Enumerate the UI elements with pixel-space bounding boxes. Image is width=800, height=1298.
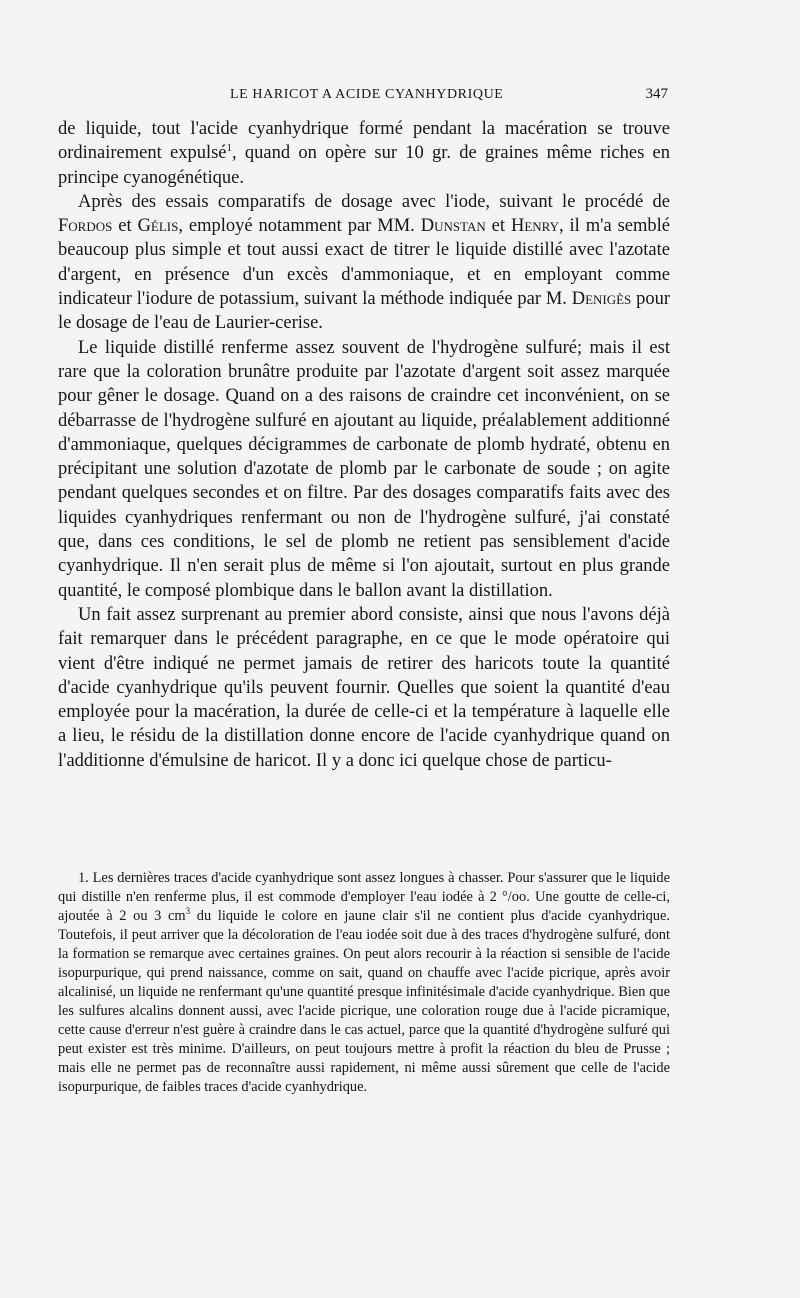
author-name-dunstan: Dunstan [420,216,486,237]
paragraph-1-text: de liquide, tout l'acide cyanhydrique formé pendant la macération se trouve ordinairement expulsé [58,119,670,164]
author-name-deniges: Denigès [571,289,632,310]
paragraph-2-part-e: , il m'a semblé beaucoup plus simple et tout aussi exact de titrer le liquide distillé avec l'azotate d'argent, en présence d'un excès d'ammoniaque, et en employant comme indicateur l'iodure de potassium, suivant la méthode indiquée par M. [58,216,670,310]
paragraph-4: Un fait assez surprenant au premier abord consiste, ainsi que nous l'avons déjà fait remarquer dans le précédent paragraphe, en ce que le mode opératoire qui vient d'être indiqué ne permet jamais de retirer des haricots toute la quantité d'acide cyanhydrique qu'ils peuvent fournir. Quelles que soient la quantité d'eau employée pour la macération, la durée de celle-ci et la température à laquelle elle a lieu, le résidu de la distillation donne encore de l'acide cyanhydrique quand on l'additionne d'émulsine de haricot. Il y a donc ici quelque chose de particu- [58,604,670,771]
per-mille-unit: °/oo [502,889,527,905]
author-name-fordos: Fordos [58,216,113,237]
footnote-part-c: du liquide le colore en jaune clair s'il ne contient plus d'acide cyanhydrique. Toutefois, il peut arriver que la décoloration de l'eau iodée soit due à des traces d'hydrogène sulfuré, dont la formation se remarque avec certaines graines. On peut alors recourir à la réaction si sensible de l'acide isopurpurique, qui prend naissance, comme on sait, quand on chauffe avec l'acide picrique, après avoir alcalinisé, un liquide ne renfermant qu'une quantité presque infinitésimale d'acide cyanhydrique. Bien que les sulfures alcalins donnent aussi, avec l'acide picrique, une coloration rouge due à l'acide picramique, cette cause d'erreur n'est guère à craindre dans le cas actuel, parce que la quantité d'hydrogène sulfuré qui peut exister est très minime. D'ailleurs, on peut toujours mettre à profit la réaction du bleu de Prusse ; mais elle ne permet pas de reconnaître aussi rapidement, ni même aussi sûrement que celle de l'acide isopurpurique, de faibles traces d'acide cyanhydrique. [58,908,670,1095]
footnote-part-b: . Une goutte de celle-ci, ajoutée à 2 ou 3 cm [58,889,671,924]
paragraph-3: Le liquide distillé renferme assez souvent de l'hydrogène sulfuré; mais il est rare que la coloration brunâtre produite par l'azotate d'argent soit assez marquée pour gêner le dosage. Quand on a des raisons de craindre cet inconvénient, on se débarrasse de l'hydrogène sulfuré en ajoutant au liquide, préalablement additionné d'ammoniaque, quelques décigrammes de carbonate de plomb hydraté, obtenu en précipitant une solution d'azotate de plomb par le carbonate de soude ; on agite pendant quelques secondes et on filtre. Par des dosages comparatifs faits avec des liquides cyanhydriques renfermant ou non de l'hydrogène sulfuré, j'ai constaté que, dans ces conditions, le sel de plomb ne retient pas sensiblement d'acide cyanhydrique. Il n'en serait plus de même si l'on ajoutait, surtout en plus grande quantité, le composé plombique dans le ballon avant la distillation. [58,337,670,601]
paragraph-2 [58,190,670,336]
paragraph-2-part-d: et [485,216,511,237]
page-number: 347 [645,86,668,102]
paragraph-2-part-c: , employé notamment par MM. [178,216,421,237]
footnote-part-a: Les dernières traces d'acide cyanhydrique sont assez longues à chasser. Pour s'assurer que le liquide qui distille n'en renferme plus, il est commode d'employer l'eau iodée à 2 [58,870,670,905]
cubic-exponent: 3 [185,906,191,917]
footnote [58,869,670,1097]
author-name-henry: Henry [510,216,559,237]
paragraph-1-text-after: , quand on opère sur 10 gr. de graines même riches en principe cyanogénétique. [58,143,671,188]
paragraph-1 [58,117,670,190]
footnote-number: 1. [78,870,89,886]
author-name-gelis: Gélis [137,216,179,237]
paragraph-2-part-a: Après des essais comparatifs de dosage avec l'iode, suivant le procédé de [78,191,670,212]
footnote-reference: 1 [226,142,233,155]
paragraph-2-part-f: pour le dosage de l'eau de Laurier-cerise. [58,289,670,334]
main-text [58,117,670,773]
paragraph-2-part-b: et [112,216,138,237]
running-title: LE HARICOT A ACIDE CYANHYDRIQUE [230,87,504,102]
running-head [58,87,670,111]
